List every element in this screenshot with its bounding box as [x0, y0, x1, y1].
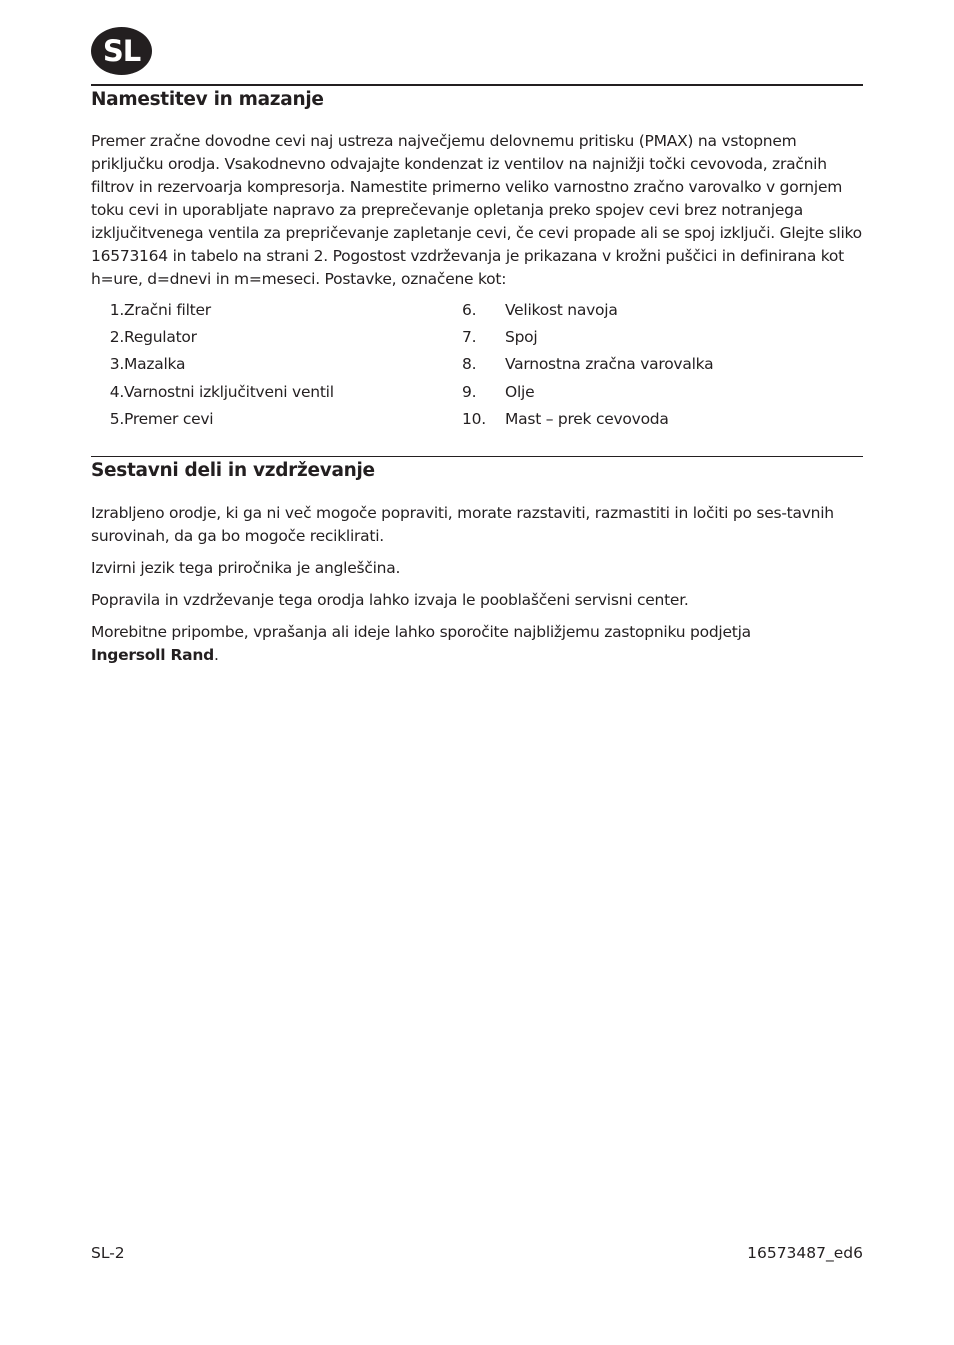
list-item-label: Velikost navoja — [505, 301, 618, 319]
list-item-number: 6. — [462, 301, 477, 319]
list-item-number: 9. — [462, 383, 477, 401]
list-item — [91, 326, 197, 353]
section-title-installation: Namestitev in mazanje — [91, 89, 324, 110]
list-item — [462, 353, 713, 380]
document-number: 16573487_ed6 — [747, 1244, 863, 1262]
contact-end: . — [213, 646, 219, 664]
parts-list — [91, 299, 863, 436]
list-item-label: Zračni filter — [124, 301, 211, 319]
section-divider-top — [91, 84, 863, 86]
list-item-label: Premer cevi — [124, 410, 214, 428]
list-item-label: Varnostna zračna varovalka — [505, 355, 714, 373]
list-item-number: 8. — [462, 355, 477, 373]
contact-text: Morebitne pripombe, vprašanja ali ideje lahko sporočite najbližjemu zastopniku podjetja — [91, 623, 751, 641]
list-item-label: Olje — [505, 383, 535, 401]
contact-paragraph — [91, 621, 863, 667]
list-item — [91, 408, 213, 435]
list-item — [462, 299, 618, 326]
list-item-number: 5. — [109, 410, 124, 428]
language-paragraph: Izvirni jezik tega priročnika je angleščina. — [91, 559, 401, 577]
list-item-label: Spoj — [505, 328, 538, 346]
list-item-label: Mast – prek cevovoda — [505, 410, 669, 428]
section-divider — [91, 456, 863, 457]
list-item-number: 3. — [109, 355, 124, 373]
recycling-paragraph: Izrabljeno orodje, ki ga ni več mogoče popraviti, morate razstaviti, razmastiti in ločiti po ses-tavnih surovinah, da ga bo mogoče reciklirati. — [91, 504, 834, 545]
section-title-maintenance: Sestavni deli in vzdrževanje — [91, 460, 375, 481]
list-item-label: Varnostni izključitveni ventil — [124, 383, 334, 401]
list-item-number: 4. — [109, 383, 124, 401]
list-item-number: 1. — [109, 301, 124, 319]
list-item-number: 7. — [462, 328, 477, 346]
company-name: Ingersoll Rand — [91, 646, 214, 664]
list-item — [91, 299, 211, 326]
list-item-label: Mazalka — [124, 355, 186, 373]
installation-paragraph: Premer zračne dovodne cevi naj ustreza največjemu delovnemu pritisku (PMAX) na vstopnem priključku orodja. Vsakodnevno odvajajte kondenzat iz ventilov na najnižji točki cevovoda, zračnih filtrov in rezervoarja kompresorja. Namestite primerno veliko varnostno zračno varovalko v gornjem toku cevi in uporabljate napravo za preprečevanje opletanja preko spojev cevi brez notranjega izključitvenega ventila za prepričevanje zapletanje cevi, če cevi propade ali se spoj izključi. Glejte sliko 16573164 in tabelo na strani 2. Pogostost vzdrževanja je prikazana v krožni puščici in definirana kot h=ure, d=dnevi in m=meseci. Postavke, označene kot: — [91, 132, 862, 288]
list-item — [462, 408, 669, 435]
language-badge: SL — [91, 27, 152, 75]
list-item-number: 10. — [462, 410, 486, 428]
list-item-number: 2. — [109, 328, 124, 346]
list-item — [91, 353, 185, 380]
page-number: SL-2 — [91, 1244, 125, 1262]
list-item — [462, 381, 534, 408]
list-item-label: Regulator — [124, 328, 197, 346]
list-item — [462, 326, 537, 353]
list-item — [91, 381, 334, 408]
repair-paragraph: Popravila in vzdrževanje tega orodja lahko izvaja le pooblaščeni servisni center. — [91, 591, 689, 609]
